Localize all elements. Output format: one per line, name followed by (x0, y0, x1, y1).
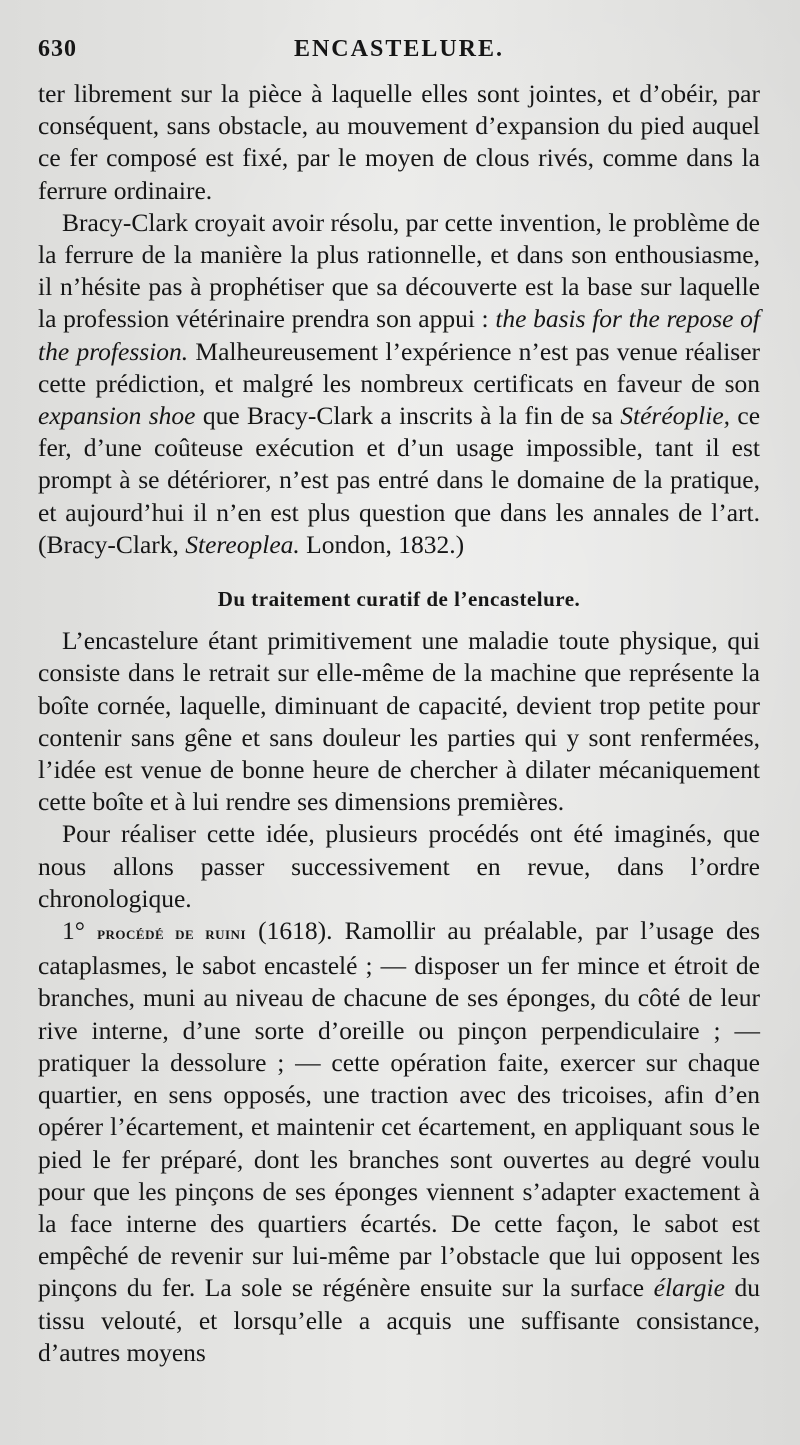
paragraph-encastelure (38, 625, 760, 818)
paragraph-procede-ruini (38, 915, 760, 1369)
procedure-number: 1° (62, 916, 85, 946)
paragraph-text: que Bracy-Clark a inscrits à la fin de sa (195, 401, 621, 431)
paragraph-text: L’encastelure étant primitivement une maladie toute physique, qui consiste dans le retrait sur elle-même de la machine que représente la boîte cornée, laquelle, diminuant de capacité, devient trop petite pour contenir sans gêne et sans douleur les parties qui y sont renfermées, l’idée est venue de bonne heure de chercher à dilater mécaniquement cette boîte et à lui rendre ses dimensions premières. (38, 626, 760, 817)
page-number: 630 (38, 36, 77, 62)
italic-citation: Stereoplea. (185, 529, 300, 559)
paragraph-procedes (38, 818, 760, 915)
paragraph-text: Malheureusement l’expérience n’est pas venue réaliser cette prédiction, et malgré les nombreux certificats en faveur de son (38, 336, 761, 398)
paragraph-text: du tissu velouté, et lorsqu’elle a acquis une suffisante consistance, d’autres moyens (38, 1273, 760, 1367)
body-text (38, 78, 760, 1369)
page-header (38, 30, 760, 70)
paragraph-text: ce fer, d’une coûteuse exécution et d’un usage impossible, tant il est prompt à se détériorer, n’est pas entré dans le domaine de la pratique, et aujourd’hui il n’en est plus question que dans les annales de l’art. (Bracy-Clark, (38, 401, 761, 559)
italic-term: expansion shoe (38, 401, 196, 431)
procedure-label: procédé de ruini (97, 923, 247, 945)
section-heading: Du traitement curatif de l’encastelure. (217, 587, 581, 612)
paragraph-text: London, 1832.) (299, 529, 465, 559)
paragraph-bracy-clark (38, 207, 760, 561)
italic-quote: the basis for the repose of the profession. (38, 304, 760, 366)
italic-title: Stéréoplie, (620, 401, 731, 431)
paragraph-text: (1618). Ramollir au préalable, par l’usage des cataplasmes, le sabot encastelé ; — disposer un fer mince et étroit de branches, muni au niveau de chacune de ses éponges, du côté de leur rive interne, d’une sorte d’oreille ou pinçon perpendiculaire ; — pratiquer la dessolure ; — cette opération faite, exercer sur chaque quartier, en sens opposés, une traction avec des tricoises, afin d’en opérer l’écartement, et maintenir cet écartement, en appliquant sous le pied le fer préparé, dont les branches sont ouvertes au degré voulu pour que les pinçons de ses éponges viennent s’adapter exactement à la face interne des quartiers écartés. De cette façon, le sabot est empêché de revenir sur lui-même par l’obstacle que lui opposent les pinçons du fer. La sole se régénère ensuite sur la surface (38, 916, 761, 1303)
italic-word: élargie (653, 1273, 725, 1303)
paragraph-text: Pour réaliser cette idée, plusieurs procédés ont été imaginés, que nous allons passer successivement en revue, dans l’ordre chronologique. (38, 819, 760, 913)
running-title: ENCASTELURE. (293, 36, 505, 62)
paragraph-text: ter librement sur la pièce à laquelle elles sont jointes, et d’obéir, par conséquent, sans obstacle, au mouvement d’expansion du pied auquel ce fer composé est fixé, par le moyen de clous rivés, comme dans la ferrure ordinaire. (38, 79, 760, 205)
paragraph-text: Bracy-Clark croyait avoir résolu, par cette invention, le problème de la ferrure de la manière la plus rationnelle, et dans son enthousiasme, il n’hésite pas à prophétiser que sa découverte est la base sur laquelle la profession vétérinaire prendra son appui : (38, 207, 760, 334)
paragraph-continuation (38, 78, 760, 207)
